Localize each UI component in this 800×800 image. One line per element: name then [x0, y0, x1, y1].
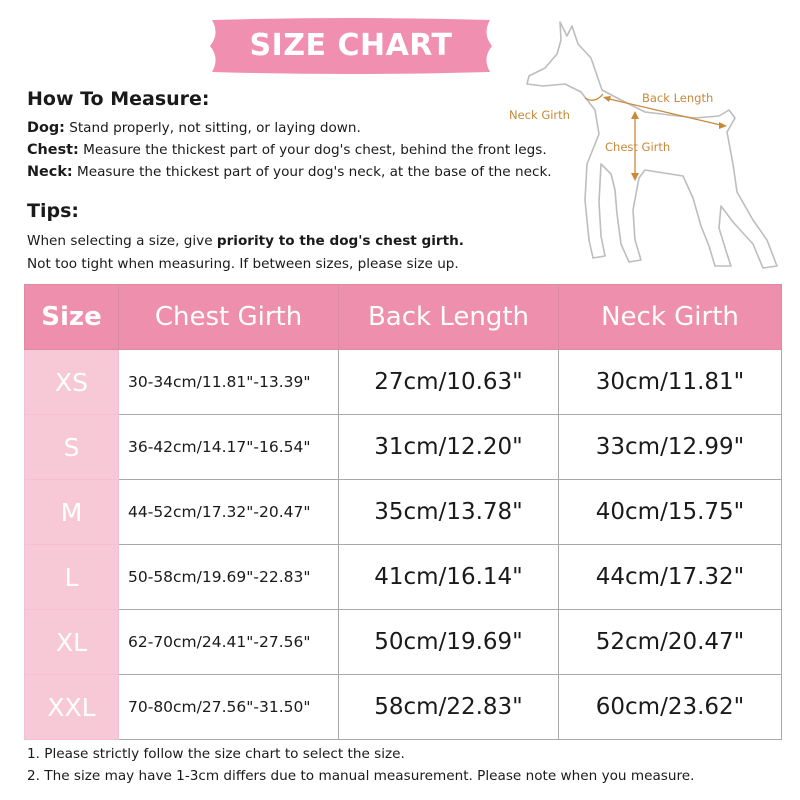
measure-item-neck [27, 164, 552, 180]
size-chart-banner [206, 16, 496, 76]
table-row [25, 610, 782, 675]
back-length-cell: 27cm/10.63" [339, 350, 559, 415]
header-back-length: Back Length [339, 285, 559, 350]
header-chest-girth: Chest Girth [119, 285, 339, 350]
measure-item-label: Chest: [27, 142, 79, 158]
table-header-row [25, 285, 782, 350]
measure-item-text: Stand properly, not sitting, or laying down. [69, 120, 361, 136]
neck-girth-label: Neck Girth [509, 108, 570, 122]
back-length-cell: 58cm/22.83" [339, 675, 559, 740]
tips-title: Tips: [27, 200, 79, 222]
tip-line-1 [27, 233, 464, 249]
size-cell: XS [25, 350, 119, 415]
size-cell: XXL [25, 675, 119, 740]
how-to-measure-title: How To Measure: [27, 88, 210, 110]
measure-item-text: Measure the thickest part of your dog's neck, at the base of the neck. [77, 164, 552, 180]
back-length-cell: 35cm/13.78" [339, 480, 559, 545]
neck-girth-cell: 30cm/11.81" [559, 350, 782, 415]
back-length-cell: 31cm/12.20" [339, 415, 559, 480]
table-row [25, 350, 782, 415]
tip-line-1-prefix: When selecting a size, give [27, 233, 217, 249]
measure-item-dog [27, 120, 361, 136]
size-cell: M [25, 480, 119, 545]
back-length-cell: 41cm/16.14" [339, 545, 559, 610]
chest-girth-cell: 62-70cm/24.41"-27.56" [119, 610, 339, 675]
tip-line-1-bold: priority to the dog's chest girth. [216, 233, 464, 249]
chest-girth-cell: 36-42cm/14.17"-16.54" [119, 415, 339, 480]
size-cell: XL [25, 610, 119, 675]
dog-measurement-diagram [505, 14, 790, 274]
size-cell: L [25, 545, 119, 610]
chest-girth-cell: 50-58cm/19.69"-22.83" [119, 545, 339, 610]
measure-item-label: Neck: [27, 164, 73, 180]
measure-item-text: Measure the thickest part of your dog's chest, behind the front legs. [83, 142, 547, 158]
chest-girth-cell: 30-34cm/11.81"-13.39" [119, 350, 339, 415]
header-size: Size [25, 285, 119, 350]
table-row [25, 675, 782, 740]
chest-girth-cell: 44-52cm/17.32"-20.47" [119, 480, 339, 545]
tip-line-2: Not too tight when measuring. If between sizes, please size up. [27, 256, 459, 272]
size-cell: S [25, 415, 119, 480]
neck-girth-cell: 60cm/23.62" [559, 675, 782, 740]
neck-girth-cell: 44cm/17.32" [559, 545, 782, 610]
size-table [24, 284, 782, 740]
table-row [25, 545, 782, 610]
neck-girth-cell: 33cm/12.99" [559, 415, 782, 480]
note-1: 1. Please strictly follow the size chart to select the size. [27, 746, 405, 762]
note-2: 2. The size may have 1-3cm differs due to manual measurement. Please note when you measure. [27, 768, 695, 784]
header-neck-girth: Neck Girth [559, 285, 782, 350]
measure-item-label: Dog: [27, 120, 65, 136]
table-row [25, 480, 782, 545]
back-length-label: Back Length [642, 91, 714, 105]
chest-girth-label: Chest Girth [605, 140, 671, 154]
neck-girth-cell: 52cm/20.47" [559, 610, 782, 675]
banner-title: SIZE CHART [249, 28, 453, 63]
neck-girth-cell: 40cm/15.75" [559, 480, 782, 545]
back-length-cell: 50cm/19.69" [339, 610, 559, 675]
chest-girth-cell: 70-80cm/27.56"-31.50" [119, 675, 339, 740]
table-row [25, 415, 782, 480]
measure-item-chest [27, 142, 547, 158]
